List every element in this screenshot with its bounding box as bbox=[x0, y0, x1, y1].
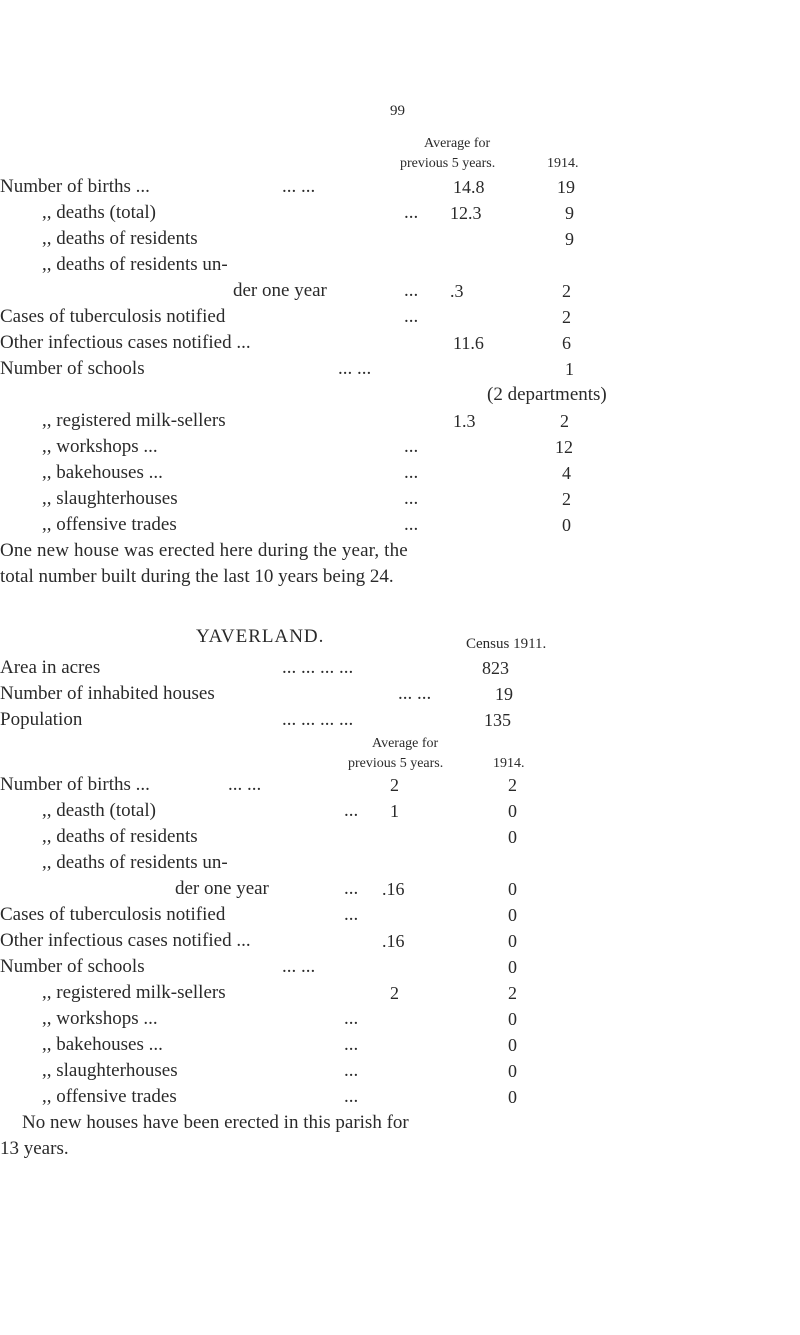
s1-note-line1: One new house was erected here during the year, the bbox=[0, 540, 408, 561]
avg-header-line2: previous 5 years. bbox=[400, 156, 496, 171]
s2-avg-under-one-year: .16 bbox=[382, 879, 405, 899]
s1-year-milk-sellers: 2 bbox=[560, 411, 569, 431]
s1-avg-infectious: 11.6 bbox=[453, 333, 484, 353]
s2-label-births: Number of births ... bbox=[0, 774, 150, 795]
s2-year-workshops: 0 bbox=[508, 1009, 517, 1029]
s1-dots-births: ... ... bbox=[282, 176, 316, 197]
s2-label-infectious: Other infectious cases notified ... bbox=[0, 930, 251, 951]
s1-label-bakehouses: ,, bakehouses ... bbox=[42, 462, 163, 483]
s1-year-births: 19 bbox=[557, 177, 575, 197]
s2-note-line2: 13 years. bbox=[0, 1138, 69, 1159]
s1-dots-under-one-year: ... bbox=[404, 280, 419, 301]
s2-label-bakehouses: ,, bakehouses ... bbox=[42, 1034, 163, 1055]
s2-year-milk-sellers: 2 bbox=[508, 983, 517, 1003]
s1-dots-offensive-trades: ... bbox=[404, 514, 419, 535]
s1-avg-under-one-year: .3 bbox=[450, 281, 464, 301]
s2-label-under-one-year: der one year bbox=[175, 878, 269, 899]
section-title-yaverland: YAVERLAND. bbox=[196, 626, 325, 647]
s2-label-population: Population bbox=[0, 709, 83, 730]
s1-label-deaths-total: ,, deaths (total) bbox=[42, 202, 156, 223]
s2-value-population: 135 bbox=[484, 710, 511, 730]
s2-label-milk-sellers: ,, registered milk-sellers bbox=[42, 982, 226, 1003]
s2-dots-population: ... ... ... ... bbox=[282, 709, 354, 730]
s1-label-tuberculosis: Cases of tuberculosis notified bbox=[0, 306, 226, 327]
s1-year-offensive-trades: 0 bbox=[562, 515, 571, 535]
s2-label-tuberculosis: Cases of tuberculosis notified bbox=[0, 904, 226, 925]
s2-avg-header-line2: previous 5 years. bbox=[348, 756, 444, 771]
s1-label-offensive-trades: ,, offensive trades bbox=[42, 514, 177, 535]
s1-label-deaths-residents: ,, deaths of residents bbox=[42, 228, 198, 249]
s1-year-bakehouses: 4 bbox=[562, 463, 571, 483]
s1-year-under-one-year: 2 bbox=[562, 281, 571, 301]
s1-dots-bakehouses: ... bbox=[404, 462, 419, 483]
s1-label-schools: Number of schools bbox=[0, 358, 145, 379]
s2-year-bakehouses: 0 bbox=[508, 1035, 517, 1055]
s2-label-schools: Number of schools bbox=[0, 956, 145, 977]
s2-avg-deaths-total: 1 bbox=[390, 801, 399, 821]
s2-dots-deaths-total: ... bbox=[344, 800, 359, 821]
s2-note-line1: No new houses have been erected in this parish for bbox=[22, 1112, 409, 1133]
s2-year-under-one-year: 0 bbox=[508, 879, 517, 899]
s1-avg-deaths-total: 12.3 bbox=[450, 203, 482, 223]
s1-year-tuberculosis: 2 bbox=[562, 307, 571, 327]
s2-avg-milk-sellers: 2 bbox=[390, 983, 399, 1003]
s2-label-workshops: ,, workshops ... bbox=[42, 1008, 158, 1029]
s2-year-offensive-trades: 0 bbox=[508, 1087, 517, 1107]
s2-label-houses: Number of inhabited houses bbox=[0, 683, 215, 704]
s2-dots-under-one-year: ... bbox=[344, 878, 359, 899]
s2-label-offensive-trades: ,, offensive trades bbox=[42, 1086, 177, 1107]
s1-schools-departments: (2 departments) bbox=[487, 384, 607, 405]
s2-year-schools: 0 bbox=[508, 957, 517, 977]
s1-avg-milk-sellers: 1.3 bbox=[453, 411, 476, 431]
s1-dots-slaughterhouses: ... bbox=[404, 488, 419, 509]
avg-header-line1: Average for bbox=[424, 136, 491, 151]
s2-label-deaths-total: ,, deasth (total) bbox=[42, 800, 156, 821]
s1-year-infectious: 6 bbox=[562, 333, 571, 353]
s1-label-deaths-under-one: ,, deaths of residents un- bbox=[42, 254, 228, 275]
s2-dots-bakehouses: ... bbox=[344, 1034, 359, 1055]
s2-dots-slaughterhouses: ... bbox=[344, 1060, 359, 1081]
s1-dots-deaths-total: ... bbox=[404, 202, 419, 223]
s2-label-deaths-under-one: ,, deaths of residents un- bbox=[42, 852, 228, 873]
s2-year-tuberculosis: 0 bbox=[508, 905, 517, 925]
s2-dots-births: ... ... bbox=[228, 774, 262, 795]
s2-dots-tuberculosis: ... bbox=[344, 904, 359, 925]
s2-label-deaths-residents: ,, deaths of residents bbox=[42, 826, 198, 847]
s2-dots-houses: ... ... bbox=[398, 683, 432, 704]
year-header: 1914. bbox=[547, 156, 579, 171]
s2-year-deaths-residents: 0 bbox=[508, 827, 517, 847]
s1-year-slaughterhouses: 2 bbox=[562, 489, 571, 509]
s1-year-deaths-total: 9 bbox=[565, 203, 574, 223]
s2-dots-offensive-trades: ... bbox=[344, 1086, 359, 1107]
s2-dots-schools: ... ... bbox=[282, 956, 316, 977]
s2-year-infectious: 0 bbox=[508, 931, 517, 951]
s2-dots-workshops: ... bbox=[344, 1008, 359, 1029]
page-number: 99 bbox=[390, 103, 405, 119]
s1-label-slaughterhouses: ,, slaughterhouses bbox=[42, 488, 178, 509]
s1-label-under-one-year: der one year bbox=[233, 280, 327, 301]
s1-year-schools: 1 bbox=[565, 359, 574, 379]
s2-value-area: 823 bbox=[482, 658, 509, 678]
s2-dots-area: ... ... ... ... bbox=[282, 657, 354, 678]
s1-dots-workshops: ... bbox=[404, 436, 419, 457]
s2-avg-infectious: .16 bbox=[382, 931, 405, 951]
s1-avg-births: 14.8 bbox=[453, 177, 485, 197]
s2-year-header: 1914. bbox=[493, 756, 525, 771]
s1-dots-tuberculosis: ... bbox=[404, 306, 419, 327]
s2-label-slaughterhouses: ,, slaughterhouses bbox=[42, 1060, 178, 1081]
s2-label-area: Area in acres bbox=[0, 657, 101, 678]
s2-avg-header-line1: Average for bbox=[372, 736, 439, 751]
s1-year-workshops: 12 bbox=[555, 437, 573, 457]
s1-note-line2: total number built during the last 10 years being 24. bbox=[0, 566, 394, 587]
s1-label-infectious: Other infectious cases notified ... bbox=[0, 332, 251, 353]
s2-avg-births: 2 bbox=[390, 775, 399, 795]
s1-label-births: Number of births ... bbox=[0, 176, 150, 197]
s1-label-milk-sellers: ,, registered milk-sellers bbox=[42, 410, 226, 431]
s2-value-houses: 19 bbox=[495, 684, 513, 704]
s1-year-deaths-residents: 9 bbox=[565, 229, 574, 249]
s2-year-births: 2 bbox=[508, 775, 517, 795]
s2-year-slaughterhouses: 0 bbox=[508, 1061, 517, 1081]
s1-dots-schools: ... ... bbox=[338, 358, 372, 379]
s1-label-workshops: ,, workshops ... bbox=[42, 436, 158, 457]
s2-year-deaths-total: 0 bbox=[508, 801, 517, 821]
census-header: Census 1911. bbox=[466, 636, 547, 652]
